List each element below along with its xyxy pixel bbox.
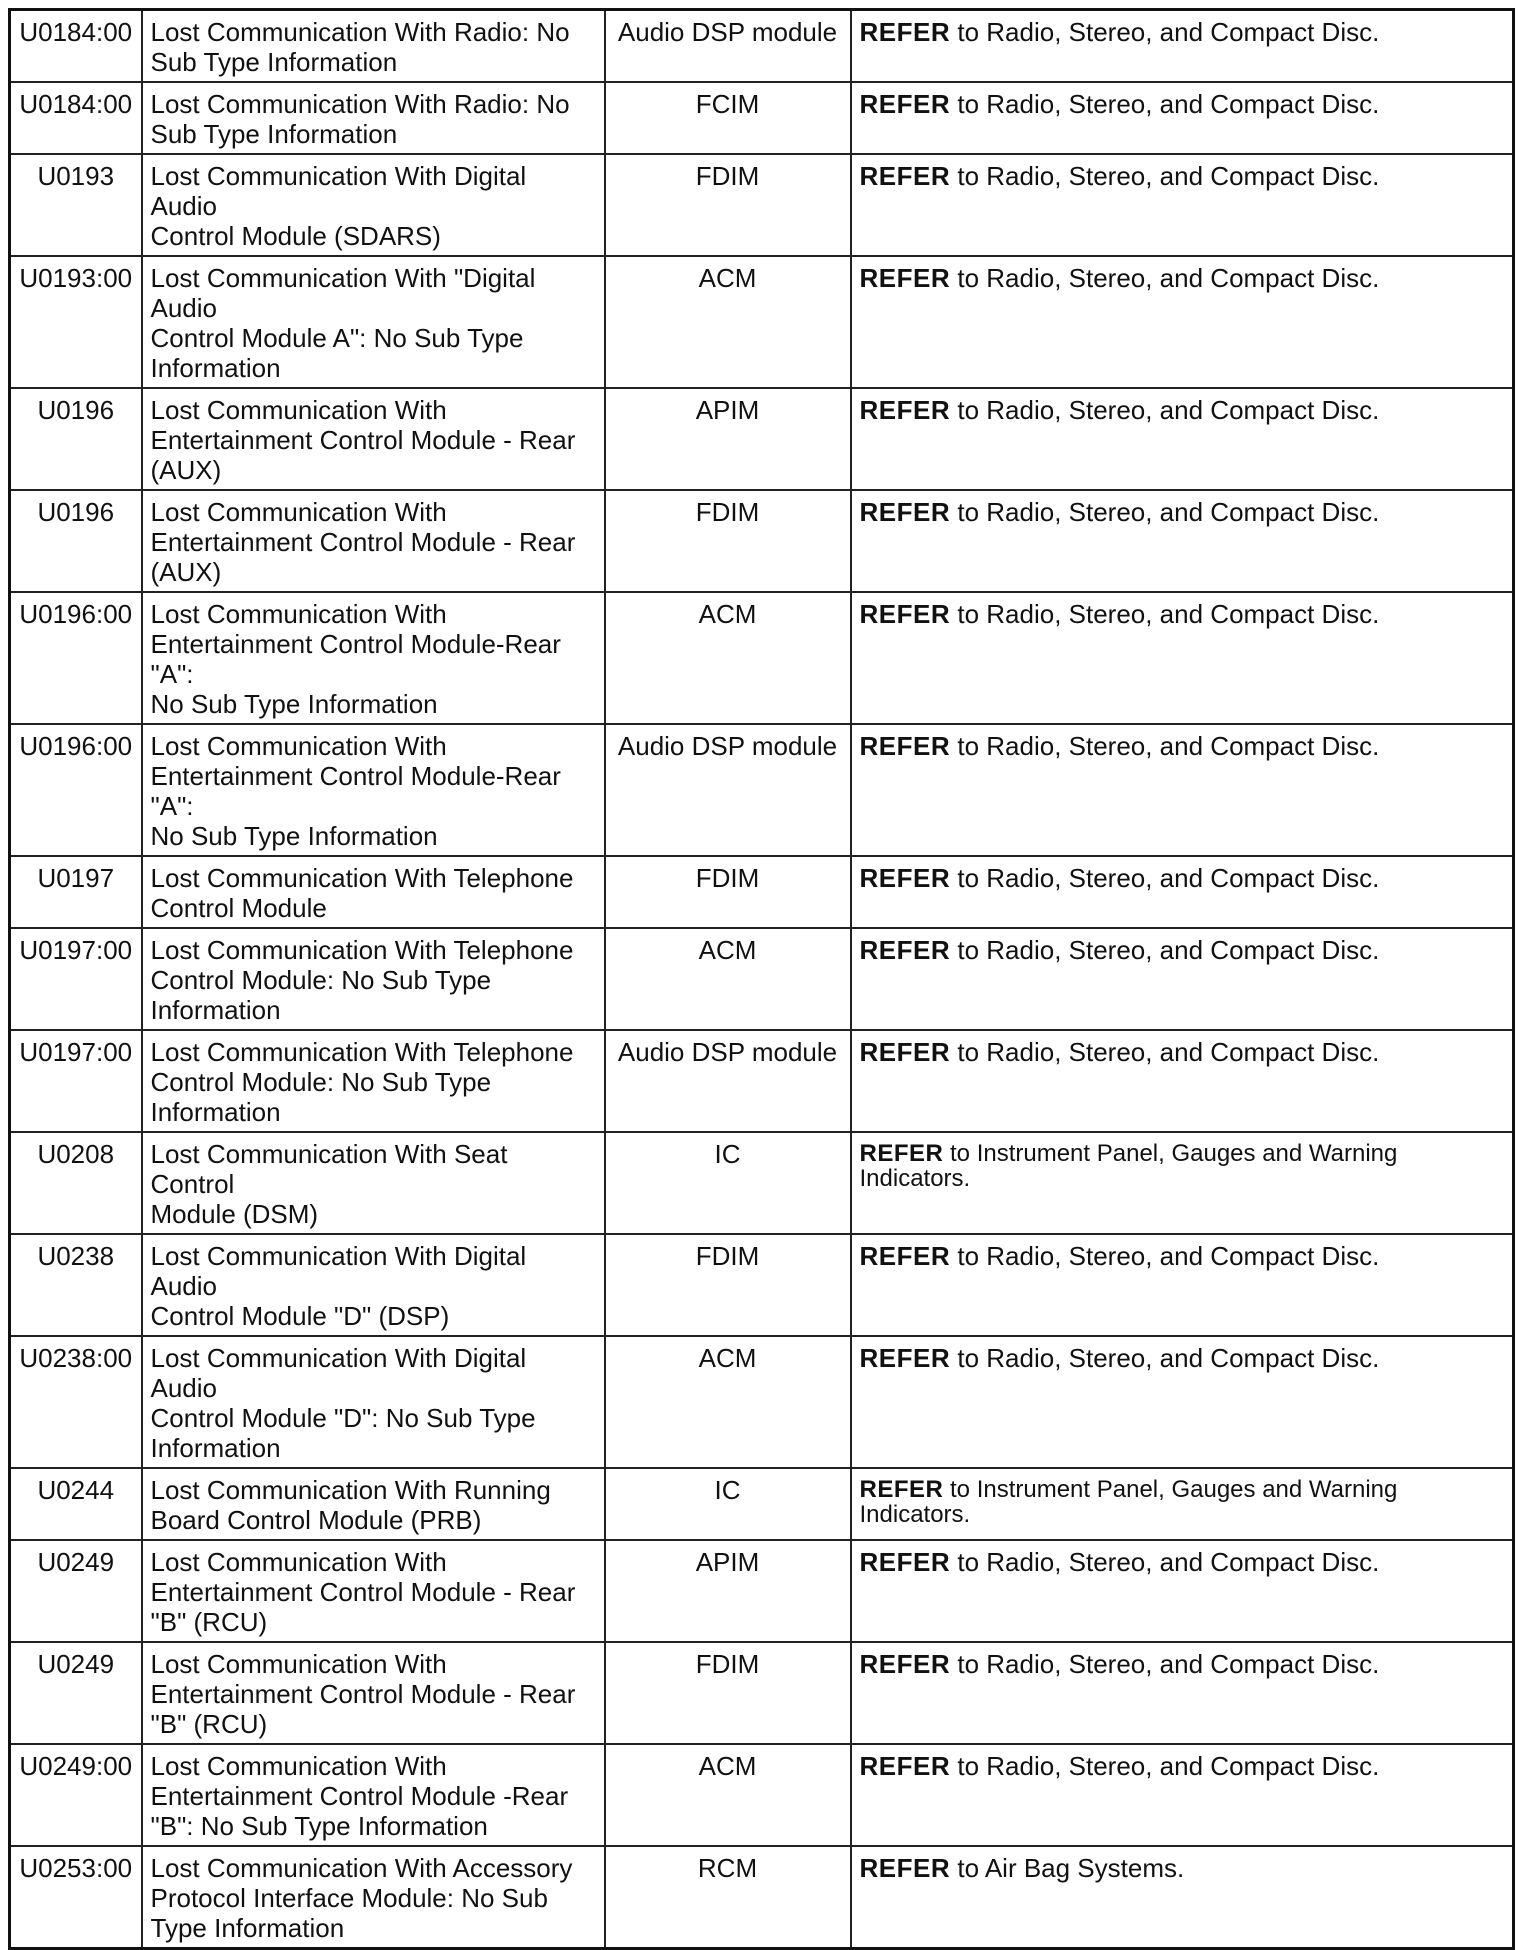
- action-cell: [851, 1336, 1514, 1468]
- dtc-code-cell: U0238: [10, 1234, 142, 1336]
- action-cell: [851, 724, 1514, 856]
- action-cell: [851, 1744, 1514, 1846]
- refer-keyword: REFER: [859, 731, 951, 761]
- table-row: [10, 1030, 1514, 1132]
- dtc-table-body: [10, 10, 1514, 1949]
- table-row: [10, 1744, 1514, 1846]
- table-row: [10, 490, 1514, 592]
- dtc-code-cell: U0244: [10, 1468, 142, 1540]
- refer-keyword: REFER: [859, 1853, 951, 1883]
- refer-target-link[interactable]: to Radio, Stereo, and Compact Disc.: [950, 1037, 1380, 1067]
- refer-target-link[interactable]: to Radio, Stereo, and Compact Disc.: [950, 89, 1380, 119]
- module-cell: FDIM: [605, 1234, 851, 1336]
- refer-target-link[interactable]: to Radio, Stereo, and Compact Disc.: [950, 935, 1380, 965]
- description-cell: Lost Communication With "Digital Audio Control Module A": No Sub Type Information: [142, 256, 605, 388]
- description-cell: Lost Communication With Telephone Control Module: No Sub Type Information: [142, 1030, 605, 1132]
- refer-keyword: REFER: [859, 1751, 951, 1781]
- description-cell: Lost Communication With Telephone Control Module: No Sub Type Information: [142, 928, 605, 1030]
- description-cell: Lost Communication With Seat Control Module (DSM): [142, 1132, 605, 1234]
- action-cell: [851, 1846, 1514, 1949]
- description-cell: Lost Communication With Digital Audio Control Module "D": No Sub Type Information: [142, 1336, 605, 1468]
- table-row: [10, 1132, 1514, 1234]
- table-row: [10, 1468, 1514, 1540]
- action-cell: [851, 256, 1514, 388]
- description-cell: Lost Communication With Entertainment Control Module -Rear "B": No Sub Type Information: [142, 1744, 605, 1846]
- module-cell: Audio DSP module: [605, 1030, 851, 1132]
- refer-keyword: REFER: [859, 1343, 951, 1373]
- module-cell: APIM: [605, 1540, 851, 1642]
- dtc-code-cell: U0253:00: [10, 1846, 142, 1949]
- module-cell: IC: [605, 1468, 851, 1540]
- dtc-code-cell: U0249: [10, 1540, 142, 1642]
- module-cell: FDIM: [605, 856, 851, 928]
- action-cell: [851, 10, 1514, 83]
- dtc-code-cell: U0193:00: [10, 256, 142, 388]
- refer-keyword: REFER: [859, 1140, 944, 1167]
- description-cell: Lost Communication With Entertainment Control Module - Rear (AUX): [142, 388, 605, 490]
- refer-target-link[interactable]: to Radio, Stereo, and Compact Disc.: [950, 161, 1380, 191]
- description-cell: Lost Communication With Entertainment Control Module-Rear "A": No Sub Type Information: [142, 724, 605, 856]
- table-row: [10, 928, 1514, 1030]
- action-cell: [851, 928, 1514, 1030]
- description-cell: Lost Communication With Digital Audio Control Module "D" (DSP): [142, 1234, 605, 1336]
- action-cell: [851, 1468, 1514, 1540]
- dtc-code-cell: U0196:00: [10, 724, 142, 856]
- dtc-code-cell: U0249: [10, 1642, 142, 1744]
- dtc-code-cell: U0249:00: [10, 1744, 142, 1846]
- refer-keyword: REFER: [859, 863, 951, 893]
- refer-keyword: REFER: [859, 1037, 951, 1067]
- dtc-code-cell: U0196: [10, 388, 142, 490]
- table-row: [10, 856, 1514, 928]
- refer-keyword: REFER: [859, 161, 951, 191]
- refer-keyword: REFER: [859, 1241, 951, 1271]
- refer-target-link[interactable]: to Radio, Stereo, and Compact Disc.: [950, 497, 1380, 527]
- table-row: [10, 724, 1514, 856]
- refer-target-link[interactable]: to Radio, Stereo, and Compact Disc.: [950, 263, 1380, 293]
- refer-target-link[interactable]: to Radio, Stereo, and Compact Disc.: [950, 599, 1380, 629]
- dtc-code-cell: U0193: [10, 154, 142, 256]
- refer-target-link[interactable]: to Instrument Panel, Gauges and Warning Indicators.: [859, 1476, 1398, 1528]
- module-cell: RCM: [605, 1846, 851, 1949]
- refer-keyword: REFER: [859, 1476, 944, 1503]
- dtc-code-cell: U0197:00: [10, 928, 142, 1030]
- description-cell: Lost Communication With Entertainment Control Module - Rear "B" (RCU): [142, 1540, 605, 1642]
- refer-target-link[interactable]: to Radio, Stereo, and Compact Disc.: [950, 731, 1380, 761]
- description-cell: Lost Communication With Radio: No Sub Type Information: [142, 82, 605, 154]
- refer-target-link[interactable]: to Radio, Stereo, and Compact Disc.: [950, 1241, 1380, 1271]
- action-cell: [851, 388, 1514, 490]
- dtc-code-cell: U0208: [10, 1132, 142, 1234]
- refer-keyword: REFER: [859, 1547, 951, 1577]
- dtc-code-cell: U0184:00: [10, 10, 142, 83]
- table-row: [10, 1642, 1514, 1744]
- action-cell: [851, 1234, 1514, 1336]
- refer-keyword: REFER: [859, 1649, 951, 1679]
- description-cell: Lost Communication With Running Board Control Module (PRB): [142, 1468, 605, 1540]
- description-cell: Lost Communication With Digital Audio Control Module (SDARS): [142, 154, 605, 256]
- refer-target-link[interactable]: to Radio, Stereo, and Compact Disc.: [950, 863, 1380, 893]
- table-row: [10, 256, 1514, 388]
- table-row: [10, 1234, 1514, 1336]
- description-cell: Lost Communication With Entertainment Control Module - Rear (AUX): [142, 490, 605, 592]
- table-row: [10, 82, 1514, 154]
- refer-target-link[interactable]: to Instrument Panel, Gauges and Warning Indicators.: [859, 1140, 1398, 1192]
- module-cell: Audio DSP module: [605, 10, 851, 83]
- table-row: [10, 1846, 1514, 1949]
- action-cell: [851, 592, 1514, 724]
- refer-target-link[interactable]: to Radio, Stereo, and Compact Disc.: [950, 1343, 1380, 1373]
- dtc-code-cell: U0196: [10, 490, 142, 592]
- action-cell: [851, 1030, 1514, 1132]
- dtc-table: [8, 8, 1515, 1950]
- module-cell: FDIM: [605, 154, 851, 256]
- refer-target-link[interactable]: to Radio, Stereo, and Compact Disc.: [950, 1649, 1380, 1679]
- module-cell: FCIM: [605, 82, 851, 154]
- action-cell: [851, 490, 1514, 592]
- dtc-code-cell: U0197: [10, 856, 142, 928]
- refer-target-link[interactable]: to Air Bag Systems.: [950, 1853, 1185, 1883]
- refer-keyword: REFER: [859, 17, 951, 47]
- description-cell: Lost Communication With Telephone Control Module: [142, 856, 605, 928]
- module-cell: FDIM: [605, 490, 851, 592]
- description-cell: Lost Communication With Radio: No Sub Type Information: [142, 10, 605, 83]
- refer-keyword: REFER: [859, 89, 951, 119]
- module-cell: ACM: [605, 592, 851, 724]
- dtc-code-cell: U0184:00: [10, 82, 142, 154]
- module-cell: ACM: [605, 256, 851, 388]
- module-cell: Audio DSP module: [605, 724, 851, 856]
- table-row: [10, 154, 1514, 256]
- module-cell: ACM: [605, 928, 851, 1030]
- table-row: [10, 1540, 1514, 1642]
- action-cell: [851, 82, 1514, 154]
- module-cell: APIM: [605, 388, 851, 490]
- refer-target-link[interactable]: to Radio, Stereo, and Compact Disc.: [950, 1751, 1380, 1781]
- refer-target-link[interactable]: to Radio, Stereo, and Compact Disc.: [950, 1547, 1380, 1577]
- dtc-code-cell: U0197:00: [10, 1030, 142, 1132]
- action-cell: [851, 1540, 1514, 1642]
- refer-keyword: REFER: [859, 599, 951, 629]
- table-row: [10, 1336, 1514, 1468]
- description-cell: Lost Communication With Entertainment Control Module - Rear "B" (RCU): [142, 1642, 605, 1744]
- refer-keyword: REFER: [859, 935, 951, 965]
- module-cell: FDIM: [605, 1642, 851, 1744]
- module-cell: IC: [605, 1132, 851, 1234]
- refer-target-link[interactable]: to Radio, Stereo, and Compact Disc.: [950, 17, 1380, 47]
- description-cell: Lost Communication With Accessory Protocol Interface Module: No Sub Type Information: [142, 1846, 605, 1949]
- refer-keyword: REFER: [859, 263, 951, 293]
- dtc-code-cell: U0238:00: [10, 1336, 142, 1468]
- action-cell: [851, 154, 1514, 256]
- action-cell: [851, 1132, 1514, 1234]
- table-row: [10, 388, 1514, 490]
- action-cell: [851, 1642, 1514, 1744]
- refer-keyword: REFER: [859, 395, 951, 425]
- refer-target-link[interactable]: to Radio, Stereo, and Compact Disc.: [950, 395, 1380, 425]
- dtc-code-cell: U0196:00: [10, 592, 142, 724]
- description-cell: Lost Communication With Entertainment Control Module-Rear "A": No Sub Type Information: [142, 592, 605, 724]
- module-cell: ACM: [605, 1744, 851, 1846]
- action-cell: [851, 856, 1514, 928]
- module-cell: ACM: [605, 1336, 851, 1468]
- table-row: [10, 592, 1514, 724]
- table-row: [10, 10, 1514, 83]
- refer-keyword: REFER: [859, 497, 951, 527]
